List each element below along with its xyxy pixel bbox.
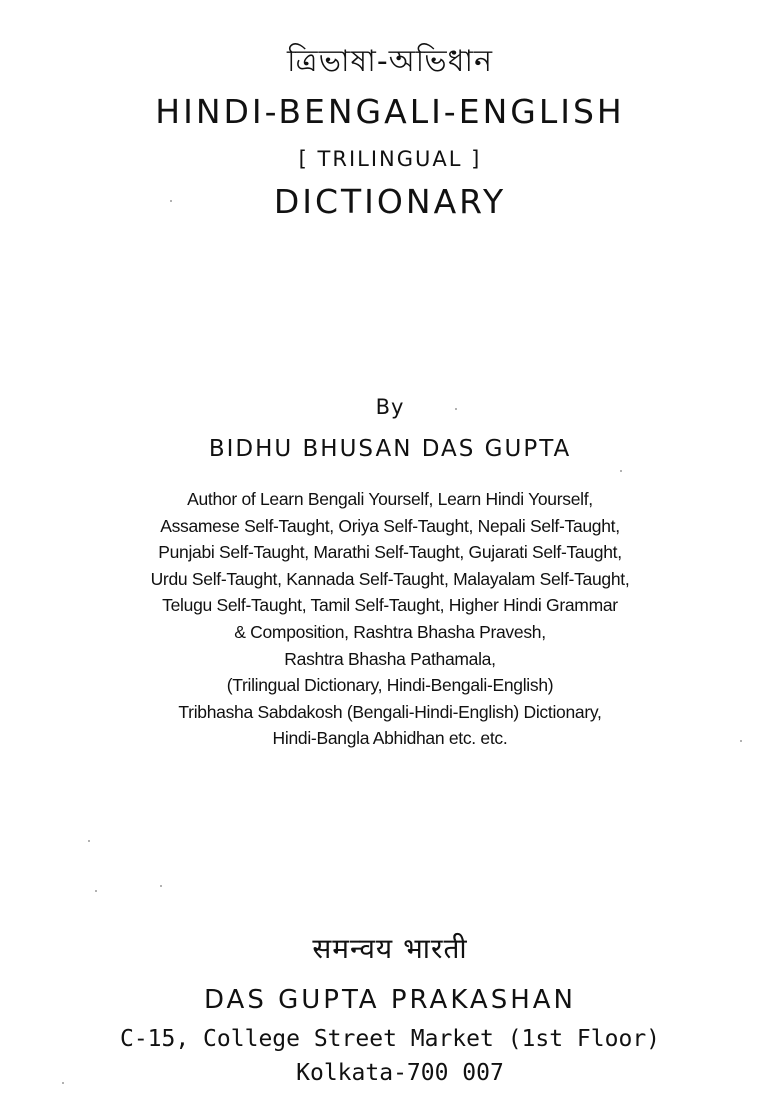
main-title: HINDI-BENGALI-ENGLISH — [155, 92, 625, 131]
works-line: (Trilingual Dictionary, Hindi-Bengali-English) — [226, 675, 554, 696]
works-line: Tribhasha Sabdakosh (Bengali-Hindi-English) Dictionary, — [178, 701, 602, 722]
scan-speck — [455, 408, 457, 410]
scan-speck — [740, 740, 742, 742]
works-line: Urdu Self-Taught, Kannada Self-Taught, Malayalam Self-Taught, — [150, 568, 630, 589]
scan-speck — [88, 840, 90, 842]
works-line: Punjabi Self-Taught, Marathi Self-Taught, Gujarati Self-Taught, — [158, 542, 622, 563]
scan-speck — [170, 200, 172, 202]
works-line: Assamese Self-Taught, Oriya Self-Taught, Nepali Self-Taught, — [160, 515, 620, 536]
subtitle: [ TRILINGUAL ] — [298, 147, 482, 171]
scan-speck — [62, 1082, 64, 1084]
publisher-hindi-name: समन्वय भारती — [312, 932, 468, 965]
bengali-title: ত্রিভাষা-অভিধান — [286, 44, 494, 79]
dictionary-title: DICTIONARY — [273, 182, 507, 221]
author-name: BIDHU BHUSAN DAS GUPTA — [208, 436, 572, 462]
works-line: Telugu Self-Taught, Tamil Self-Taught, Higher Hindi Grammar — [162, 595, 618, 616]
publisher-city: Kolkata-700 007 — [296, 1060, 504, 1086]
author-works-list — [0, 486, 780, 752]
publisher-name: DAS GUPTA PRAKASHAN — [203, 985, 577, 1015]
works-line: & Composition, Rashtra Bhasha Pravesh, — [234, 621, 546, 642]
works-line: Rashtra Bhasha Pathamala, — [284, 648, 496, 669]
publisher-address: C-15, College Street Market (1st Floor) — [119, 1026, 661, 1052]
works-line: Hindi-Bangla Abhidhan etc. etc. — [272, 728, 508, 749]
by-label: By — [375, 395, 405, 419]
works-line: Author of Learn Bengali Yourself, Learn Hindi Yourself, — [187, 489, 593, 509]
scan-speck — [95, 890, 97, 892]
scan-speck — [160, 885, 162, 887]
scan-speck — [620, 470, 622, 472]
